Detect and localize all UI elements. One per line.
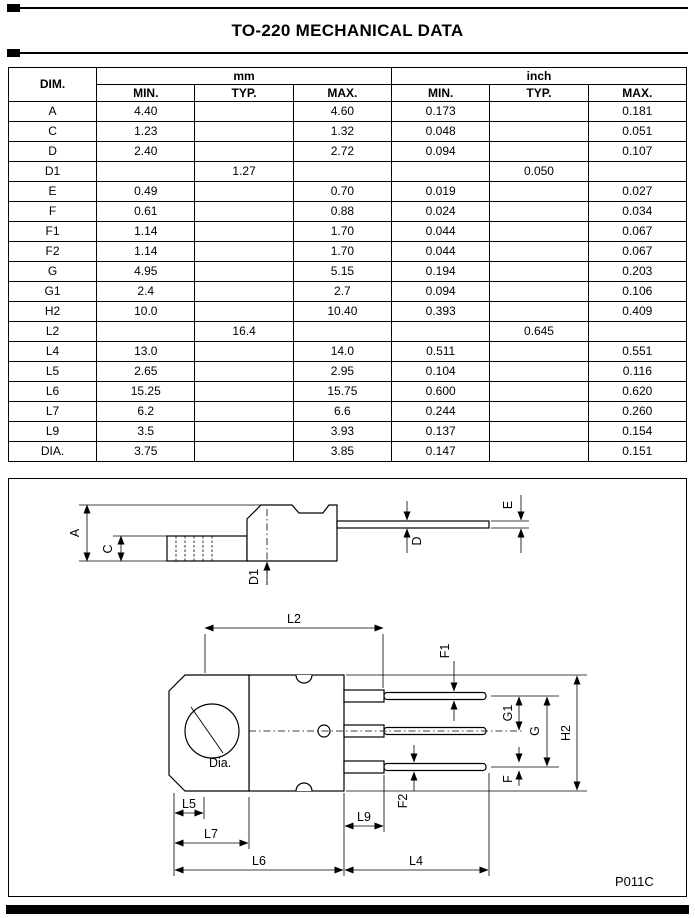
label-l7: L7 <box>204 827 218 841</box>
label-f: F <box>501 775 515 783</box>
lead-3-wide <box>344 761 384 773</box>
table-row <box>9 102 687 122</box>
value-cell: 6.2 <box>97 402 195 422</box>
label-l4: L4 <box>409 854 423 868</box>
value-cell: 2.72 <box>293 142 391 162</box>
top-rule <box>7 7 688 9</box>
value-cell: 0.620 <box>588 382 686 402</box>
value-cell: 0.151 <box>588 442 686 462</box>
value-cell: 4.95 <box>97 262 195 282</box>
value-cell: 13.0 <box>97 342 195 362</box>
value-cell <box>195 202 293 222</box>
label-d1: D1 <box>247 569 261 585</box>
title-bottom-rule <box>7 52 688 54</box>
value-cell <box>490 342 588 362</box>
value-cell: 0.154 <box>588 422 686 442</box>
value-cell: 15.75 <box>293 382 391 402</box>
label-f1: F1 <box>438 643 452 659</box>
col-header-min-inch: MIN. <box>392 85 490 102</box>
dim-cell: F1 <box>9 222 97 242</box>
value-cell <box>195 182 293 202</box>
label-l5: L5 <box>182 797 196 811</box>
value-cell: 0.511 <box>392 342 490 362</box>
side-view-outline <box>167 505 489 561</box>
value-cell <box>195 422 293 442</box>
value-cell: 0.107 <box>588 142 686 162</box>
dim-cell: DIA. <box>9 442 97 462</box>
page-title: TO-220 MECHANICAL DATA <box>231 21 464 40</box>
label-l6: L6 <box>252 854 266 868</box>
value-cell <box>195 242 293 262</box>
value-cell <box>195 382 293 402</box>
value-cell <box>490 182 588 202</box>
dimensions-table-body <box>9 102 687 462</box>
bottom-bar <box>6 905 689 914</box>
dim-cell: L5 <box>9 362 97 382</box>
table-row <box>9 342 687 362</box>
value-cell <box>490 102 588 122</box>
value-cell: 10.40 <box>293 302 391 322</box>
col-header-max-inch: MAX. <box>588 85 686 102</box>
value-cell: 3.85 <box>293 442 391 462</box>
value-cell: 0.044 <box>392 222 490 242</box>
mechanical-drawing-svg <box>9 479 685 895</box>
value-cell: 0.024 <box>392 202 490 222</box>
dim-cell: G <box>9 262 97 282</box>
lead-side <box>337 521 489 528</box>
dim-cell: C <box>9 122 97 142</box>
value-cell <box>97 162 195 182</box>
value-cell <box>195 442 293 462</box>
lead-2-wide <box>344 725 384 737</box>
value-cell: 0.106 <box>588 282 686 302</box>
value-cell <box>490 362 588 382</box>
value-cell: 0.393 <box>392 302 490 322</box>
value-cell: 0.49 <box>97 182 195 202</box>
lead-1-narrow <box>384 693 486 700</box>
dim-cell: L6 <box>9 382 97 402</box>
value-cell: 0.067 <box>588 222 686 242</box>
value-cell <box>195 142 293 162</box>
table-row <box>9 382 687 402</box>
dim-cell: D <box>9 142 97 162</box>
value-cell <box>195 222 293 242</box>
dim-cell: L4 <box>9 342 97 362</box>
tab-plate-side <box>167 536 247 561</box>
value-cell: 0.181 <box>588 102 686 122</box>
dim-cell: H2 <box>9 302 97 322</box>
value-cell: 0.88 <box>293 202 391 222</box>
value-cell <box>195 122 293 142</box>
value-cell <box>195 302 293 322</box>
value-cell: 0.194 <box>392 262 490 282</box>
value-cell <box>490 122 588 142</box>
value-cell: 15.25 <box>97 382 195 402</box>
value-cell: 16.4 <box>195 322 293 342</box>
col-header-max-mm: MAX. <box>293 85 391 102</box>
table-row <box>9 122 687 142</box>
value-cell: 0.600 <box>392 382 490 402</box>
value-cell <box>195 262 293 282</box>
value-cell: 0.409 <box>588 302 686 322</box>
table-row <box>9 402 687 422</box>
value-cell: 6.6 <box>293 402 391 422</box>
value-cell <box>490 402 588 422</box>
value-cell <box>195 102 293 122</box>
value-cell: 1.23 <box>97 122 195 142</box>
value-cell: 0.094 <box>392 282 490 302</box>
value-cell: 0.260 <box>588 402 686 422</box>
dim-cell: F2 <box>9 242 97 262</box>
sub-header-row <box>9 85 687 102</box>
dim-cell: L9 <box>9 422 97 442</box>
value-cell: 4.40 <box>97 102 195 122</box>
value-cell <box>392 322 490 342</box>
dim-cell: L2 <box>9 322 97 342</box>
value-cell <box>490 242 588 262</box>
lead-1-wide <box>344 690 384 702</box>
value-cell <box>490 222 588 242</box>
label-f2: F2 <box>396 793 410 809</box>
col-header-typ-mm: TYP. <box>195 85 293 102</box>
value-cell <box>490 382 588 402</box>
col-header-min-mm: MIN. <box>97 85 195 102</box>
group-header-row <box>9 68 687 85</box>
label-a: A <box>68 528 82 538</box>
body-side <box>247 505 337 561</box>
value-cell: 0.116 <box>588 362 686 382</box>
registration-mark <box>7 4 20 12</box>
value-cell: 0.61 <box>97 202 195 222</box>
value-cell: 2.65 <box>97 362 195 382</box>
value-cell: 0.147 <box>392 442 490 462</box>
dim-cell: F <box>9 202 97 222</box>
value-cell: 1.27 <box>195 162 293 182</box>
label-c: C <box>101 544 115 554</box>
col-group-mm: mm <box>97 68 392 85</box>
value-cell: 0.019 <box>392 182 490 202</box>
value-cell: 10.0 <box>97 302 195 322</box>
table-row <box>9 282 687 302</box>
label-l9: L9 <box>357 810 371 824</box>
value-cell <box>490 282 588 302</box>
value-cell <box>490 142 588 162</box>
value-cell: 2.95 <box>293 362 391 382</box>
value-cell: 0.104 <box>392 362 490 382</box>
value-cell: 0.094 <box>392 142 490 162</box>
value-cell: 0.244 <box>392 402 490 422</box>
label-g1: G1 <box>501 704 515 722</box>
value-cell: 3.93 <box>293 422 391 442</box>
value-cell: 5.15 <box>293 262 391 282</box>
value-cell <box>588 322 686 342</box>
dimensions-table <box>8 67 687 462</box>
value-cell: 0.645 <box>490 322 588 342</box>
lead-3-narrow <box>384 764 486 771</box>
value-cell <box>195 342 293 362</box>
table-row <box>9 162 687 182</box>
table-row <box>9 202 687 222</box>
value-cell: 0.027 <box>588 182 686 202</box>
value-cell <box>195 282 293 302</box>
value-cell: 1.70 <box>293 222 391 242</box>
value-cell <box>97 322 195 342</box>
value-cell: 2.40 <box>97 142 195 162</box>
value-cell: 3.75 <box>97 442 195 462</box>
value-cell <box>195 402 293 422</box>
table-row <box>9 422 687 442</box>
table-row <box>9 442 687 462</box>
value-cell: 0.203 <box>588 262 686 282</box>
value-cell: 1.14 <box>97 222 195 242</box>
label-dia: Dia. <box>209 756 232 770</box>
mounting-hole <box>185 704 239 758</box>
table-row <box>9 262 687 282</box>
value-cell: 0.70 <box>293 182 391 202</box>
value-cell: 14.0 <box>293 342 391 362</box>
value-cell: 2.7 <box>293 282 391 302</box>
value-cell: 0.551 <box>588 342 686 362</box>
value-cell <box>490 262 588 282</box>
value-cell: 2.4 <box>97 282 195 302</box>
table-row <box>9 242 687 262</box>
value-cell <box>490 302 588 322</box>
value-cell: 1.14 <box>97 242 195 262</box>
value-cell <box>293 162 391 182</box>
dim-cell: L7 <box>9 402 97 422</box>
value-cell: 0.048 <box>392 122 490 142</box>
value-cell: 0.051 <box>588 122 686 142</box>
value-cell: 0.034 <box>588 202 686 222</box>
value-cell <box>392 162 490 182</box>
col-group-inch: inch <box>392 68 687 85</box>
drawing-code: P011C <box>615 874 654 889</box>
dim-cell: D1 <box>9 162 97 182</box>
value-cell: 0.044 <box>392 242 490 262</box>
dim-cell: A <box>9 102 97 122</box>
table-row <box>9 362 687 382</box>
value-cell <box>588 162 686 182</box>
label-g: G <box>528 726 542 736</box>
col-header-dim: DIM. <box>9 68 97 102</box>
value-cell: 1.70 <box>293 242 391 262</box>
table-row <box>9 302 687 322</box>
label-e: E <box>501 500 515 510</box>
value-cell: 0.050 <box>490 162 588 182</box>
registration-mark <box>7 49 20 57</box>
label-d: D <box>410 536 424 546</box>
mechanical-drawing <box>8 478 687 897</box>
value-cell <box>195 362 293 382</box>
label-l2: L2 <box>287 612 301 626</box>
table-row <box>9 142 687 162</box>
table-row <box>9 182 687 202</box>
col-header-typ-inch: TYP. <box>490 85 588 102</box>
value-cell <box>490 422 588 442</box>
front-view-outline <box>169 675 486 791</box>
table-row <box>9 322 687 342</box>
dim-cell: G1 <box>9 282 97 302</box>
value-cell: 1.32 <box>293 122 391 142</box>
value-cell: 4.60 <box>293 102 391 122</box>
label-h2: H2 <box>559 725 573 741</box>
value-cell: 0.173 <box>392 102 490 122</box>
value-cell: 0.067 <box>588 242 686 262</box>
value-cell <box>490 202 588 222</box>
table-header <box>9 68 687 102</box>
dim-cell: E <box>9 182 97 202</box>
value-cell: 0.137 <box>392 422 490 442</box>
value-cell: 3.5 <box>97 422 195 442</box>
table-row <box>9 222 687 242</box>
value-cell <box>293 322 391 342</box>
value-cell <box>490 442 588 462</box>
